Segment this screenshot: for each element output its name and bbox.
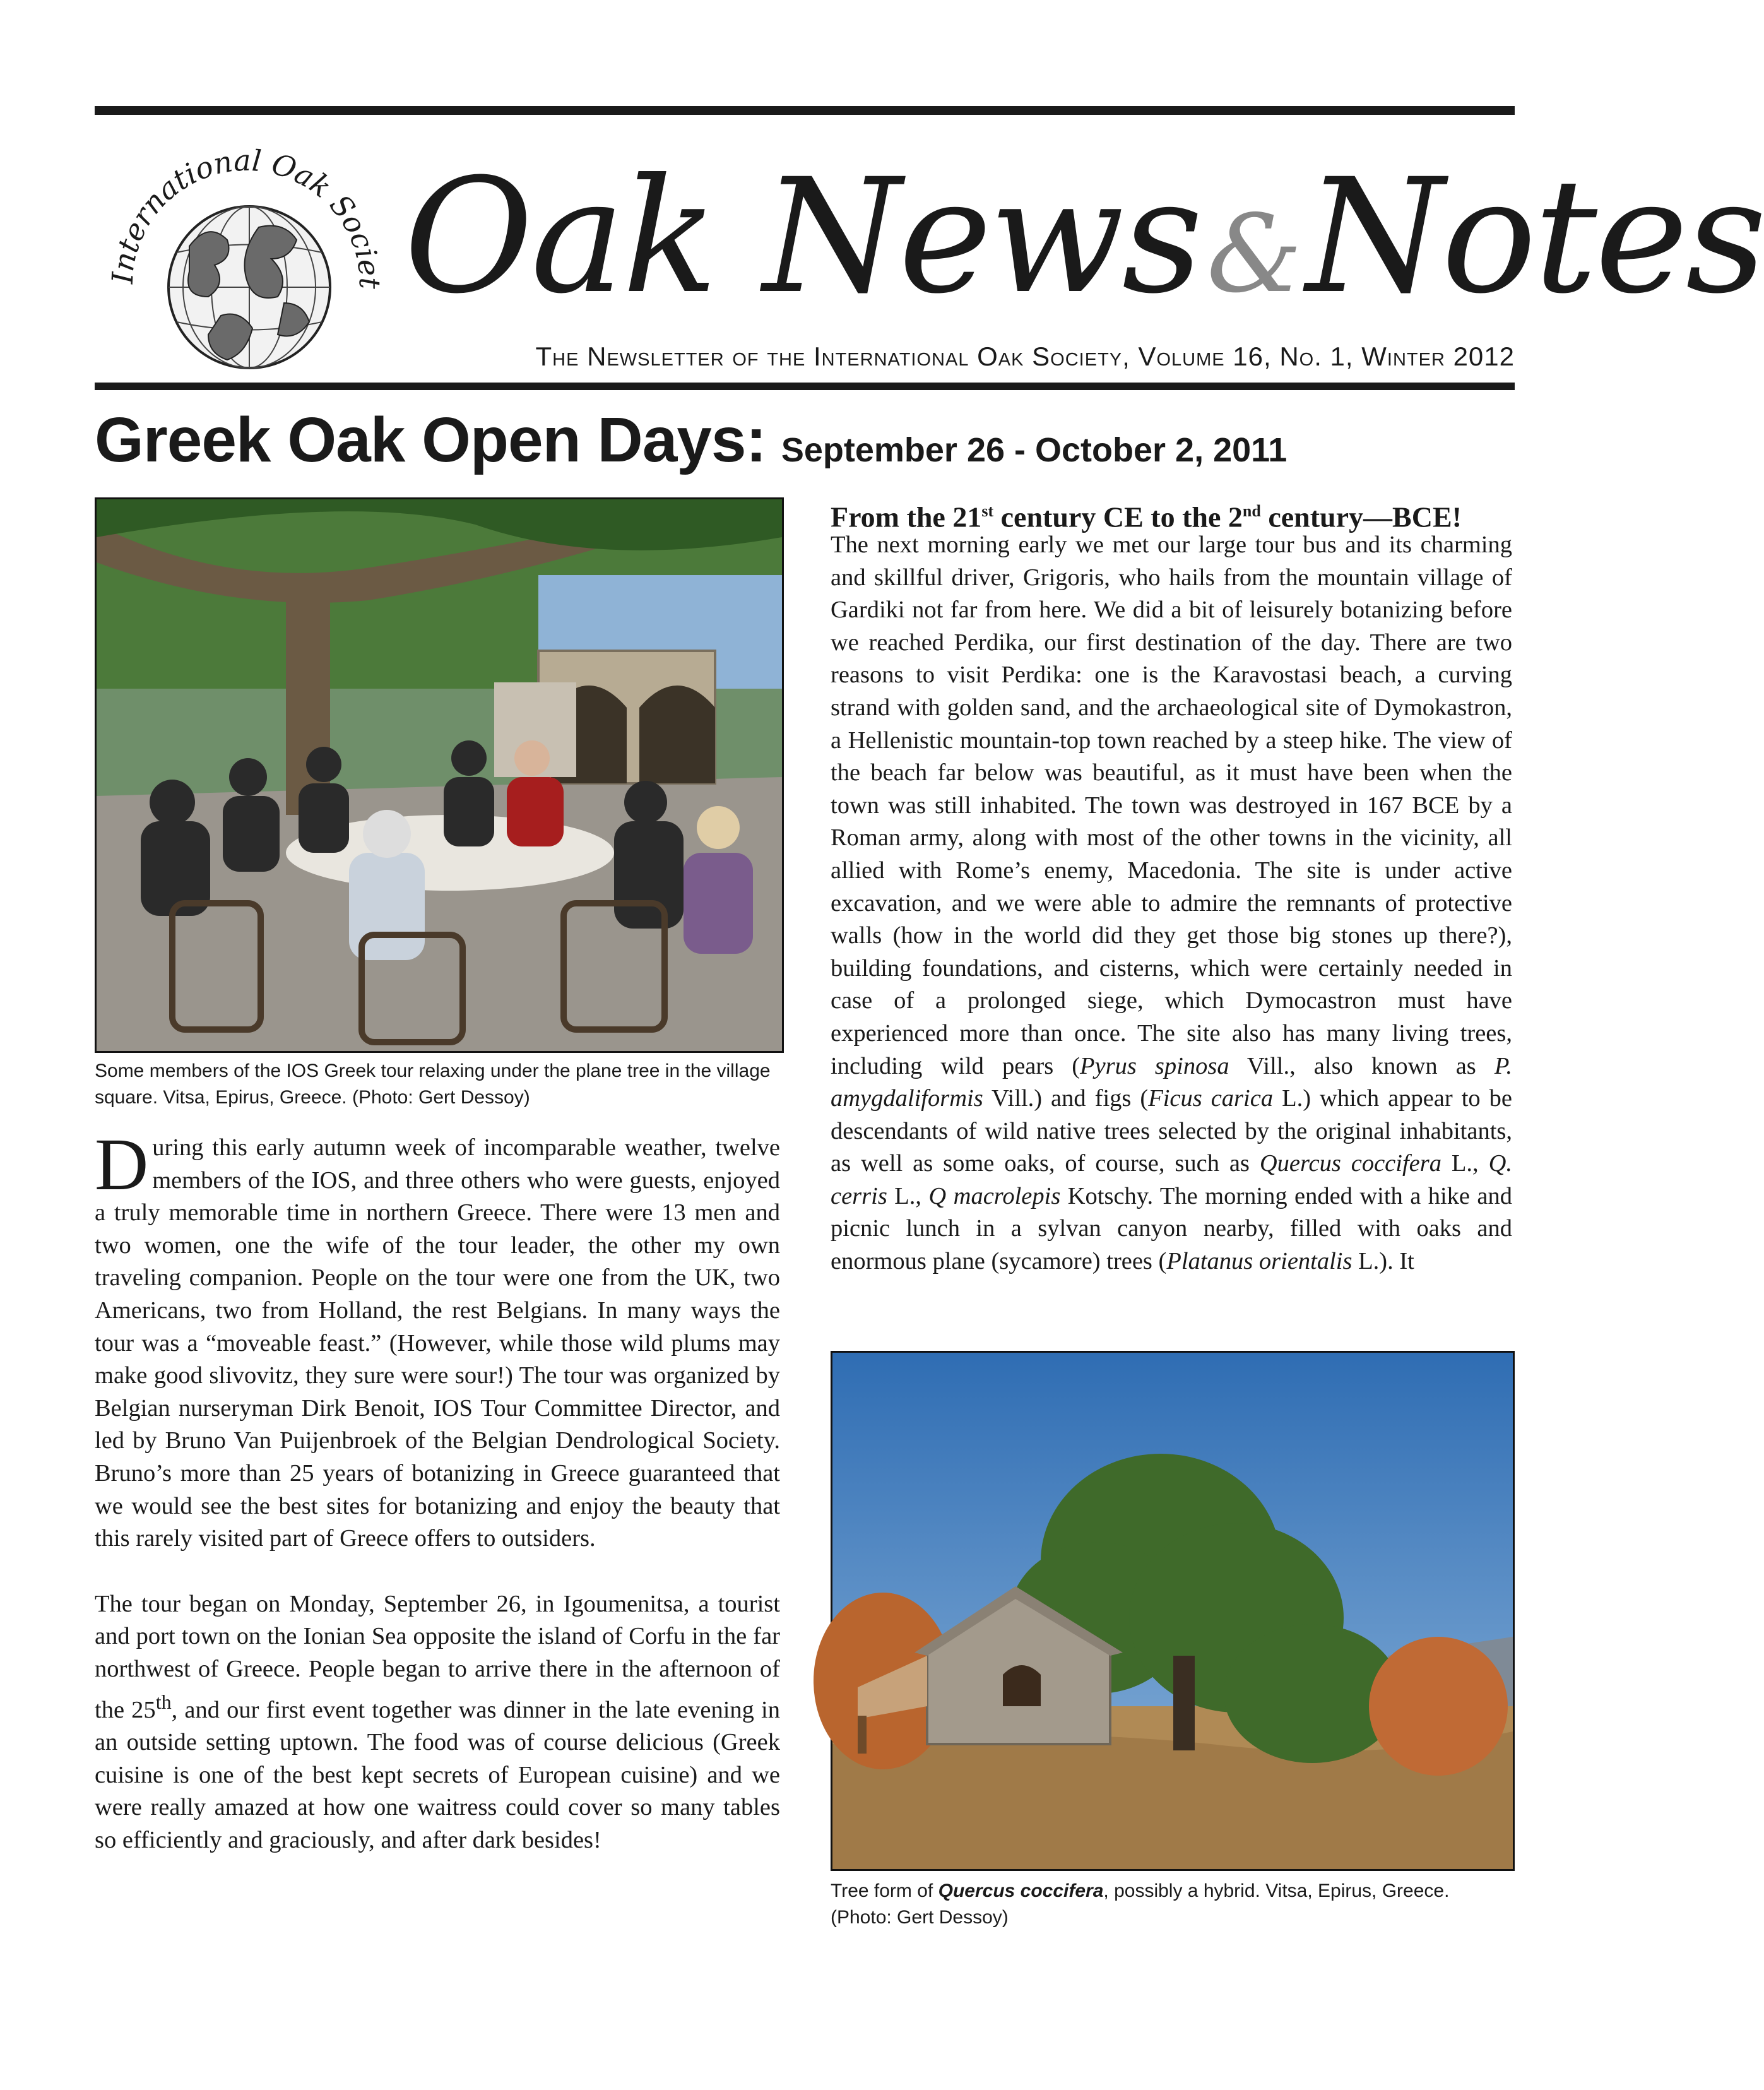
logo-ring-text: International Oak Societ	[105, 143, 388, 289]
left-column	[95, 1123, 780, 1889]
dymokastron-paragraph: The next morning early we met our large tour bus and its charming and skillful driver, Grigoris, who hails from the mountain village of Gardiki not far from here. We did a bit of leisurely botanizing before we reached Perdika, our first destination of the day. There are two reasons to visit Perdika: one is the Karavostasi beach, a curving strand with golden sand, and the archaeological site of Dymokastron, a Hellenistic mountain-top town reached by a steep hike. The view of the beach far below was beautiful, as it must have been when the town was still inhabited. The town was destroyed in 167 BCE by a Roman army, along with most of the other towns in the vicinity, all allied with Rome’s enemy, Macedonia. The site is under active excavation, and we were able to admire the remnants of protective walls (how in the world did they get those big stones up there?), building foundations, and cisterns, which were certainly needed in case of a prolonged siege, which Dymocastron must have experienced more than once. The site also has many living trees, including wild pears (Pyrus spinosa Vill., also known as P. amygdaliformis Vill.) and figs (Ficus carica L.) which appear to be descendants of wild native trees selected by the original inhabitants, as well as some oaks, of course, such as Quercus coccifera L., Q. cerris L., Q macrolepis Kotschy. The morning ended with a hike and picnic lunch in a sylvan canyon nearby, filled with oaks and enormous plane (sycamore) trees (Platanus orientalis L.). It	[831, 531, 1512, 1275]
headline-dates: September 26 - October 2, 2011	[781, 431, 1287, 469]
section-heading: From the 21st century CE to the 2nd century—BCE!	[831, 501, 1462, 533]
photo-quercus-coccifera-chapel	[831, 1351, 1515, 1871]
photo1-caption: Some members of the IOS Greek tour relaxing under the plane tree in the village square. Vitsa, Epirus, Greece. (Photo: Gert Dessoy)	[95, 1060, 771, 1108]
title-ampersand: &	[1206, 192, 1300, 317]
globe-oak-leaf-icon	[95, 126, 398, 379]
intro-paragraph	[95, 1123, 780, 1555]
chapel-tree-photo-image	[832, 1353, 1513, 1869]
photo2-caption: Tree form of Quercus coccifera, possibly a hybrid. Vitsa, Epirus, Greece. (Photo: Gert Dessoy)	[831, 1880, 1450, 1928]
masthead-top-rule	[95, 106, 1515, 115]
masthead-bottom-rule	[95, 383, 1515, 390]
photo-group-under-plane-tree	[95, 497, 784, 1053]
intro-text: uring this early autumn week of incomparable weather, twelve members of the IOS, and three others who were guests, enjoyed a truly memorable time in northern Greece. There were 13 men and two women, one the wife of the tour leader, the other my own traveling companion. People on the tour were one from the UK, two Americans, two from Holland, the rest Belgians. In many ways the tour was a “moveable feast.” (However, while those wild plums may make good slivovitz, they sure were sour!) The tour was organized by Belgian nurseryman Dirk Benoit, IOS Tour Committee Director, and led by Bruno Van Puijenbroek of the Belgian Dendrological Society. Bruno’s more than 25 years of botanizing in Greece guaranteed that we would see the best sites for botanizing and enjoy the beauty that this rarely visited part of Greece offers to outsiders.	[95, 1134, 780, 1552]
article-headline	[95, 404, 1515, 480]
title-oak-news: Oak News	[404, 145, 1200, 328]
drop-cap: D	[95, 1123, 149, 1206]
ios-logo	[95, 126, 398, 379]
tour-start-paragraph: The tour began on Monday, September 26, in Igoumenitsa, a tourist and port town on the Ionian Sea opposite the island of Corfu in the far northwest of Greece. People began to arrive there in the afternoon of the 25th, and our first event together was dinner in the late evening in an outside setting uptown. The food was of course delicious (Greek cuisine is one of the best kept secrets of European cuisine) and we were really amazed at how one waitress could cover so many tables so efficiently and graciously, and after dark besides!	[95, 1590, 780, 1853]
group-photo-image	[97, 499, 782, 1051]
right-column	[831, 529, 1512, 1278]
newsletter-title	[404, 133, 1764, 341]
headline-title: Greek Oak Open Days:	[95, 405, 766, 475]
title-notes: Notes	[1306, 145, 1764, 328]
newsletter-subtitle: The Newsletter of the International Oak Society, Volume 16, No. 1, Winter 2012	[535, 341, 1515, 371]
